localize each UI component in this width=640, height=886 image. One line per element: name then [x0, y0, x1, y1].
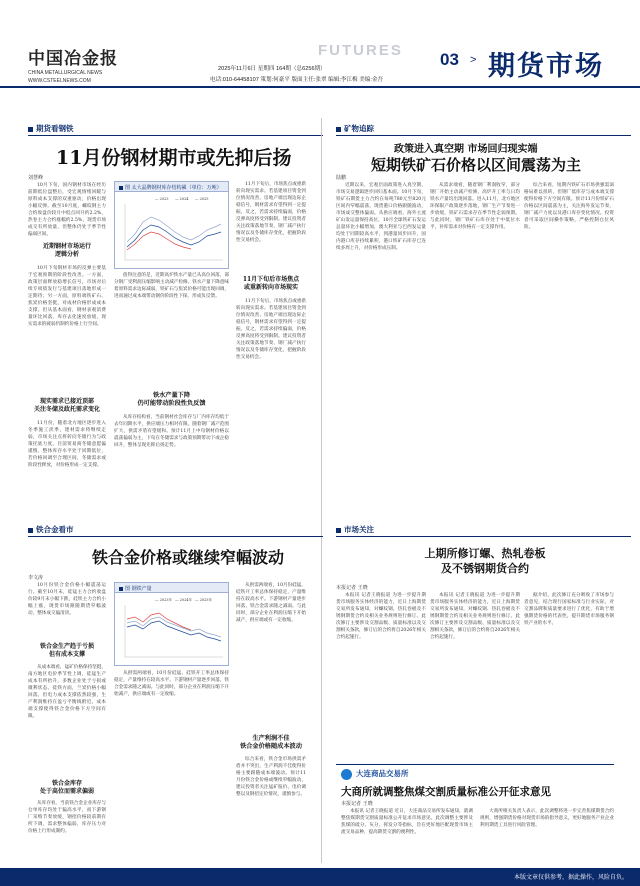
- article-text: [430, 592, 520, 762]
- column-tag-ore: [336, 123, 374, 134]
- square-bullet-icon: [336, 127, 341, 132]
- section-title: 期货市场: [488, 51, 604, 82]
- page-arrow: >: [470, 54, 477, 66]
- column-tag-alloy: [28, 524, 74, 535]
- byline-shfe: 本报记者 王晓: [336, 585, 368, 591]
- article-text: [236, 181, 306, 273]
- chart-title: [115, 583, 228, 593]
- paragraph: 从成本端看，锰矿价格保持坚挺，南方地区电价季节性上调，硅锰生产成本有所抬升，多数企业处于亏损或微利状态。硅铁方面，兰炭价格小幅回落，但电力成本支撑依然较强，生产利润维持在盈亏平衡线附近。成本端支撑使得铁合金价格下方空间有限。: [28, 665, 106, 719]
- headline-steel: 11月份钢材期市或先抑后扬: [56, 147, 292, 169]
- byline-dce: 本报记者 王晓: [341, 801, 373, 807]
- line-chart-graphic: [115, 192, 228, 268]
- issue-line: 2025年11月6日 星期四 164期（总6256期）: [218, 66, 326, 72]
- article-text: [28, 582, 106, 640]
- paragraph: 本报讯 记者王晓报道 为进一步提升期货市场服务实体经济的能力，近日上海期货交易所发布通知，对螺纹钢、热轧卷板及不锈钢期货合约及相关业务规则进行修订。此次修订主要涉及交割品级、质量标准以及交割相关条款，修订后的合约将自2026年相关合约起施行。: [430, 593, 520, 640]
- chart-title: [115, 182, 228, 192]
- byline-alloy: 李文涛: [28, 575, 44, 581]
- article-text: [114, 670, 229, 864]
- chart-steel-inventory: [114, 181, 229, 269]
- chart-title-text: 图 钢铁产量: [125, 586, 152, 592]
- dce-logo-icon: [341, 769, 352, 780]
- square-bullet-icon: [28, 127, 33, 132]
- paragraph: 从需求端看，随着钢厂利润收窄，部分钢厂开始主动减产检修，高炉开工率与日均铁水产量均出现回落。进入11月，北方地区环保限产政策逐步落地，钢厂生产节奏进一步放缓，铁矿石需求存在季节性走弱预期。与此同时，钢厂铁矿石库存处于中低位水平，补库需求对价格有一定支撑作用。: [430, 183, 520, 230]
- subhead: 近期钢材市场运行 逻辑分析: [42, 243, 91, 259]
- article-text: [480, 808, 614, 866]
- paragraph: 综合来看，铁合金市场供需矛盾并不突出，生产利润不佳使得价格主要跟随成本端波动。预计11月份铁合金价格或继续窄幅波动，建议投资者关注锰矿报价、电价调整以及钢招定价情况，谨慎参与。: [236, 757, 306, 797]
- logo-subtitle: CHINA METALLURGICAL NEWS: [28, 70, 103, 76]
- page-number: 03: [440, 50, 459, 69]
- series-line-2023: [127, 617, 221, 637]
- legend-item: — 2025年: [195, 598, 213, 602]
- logo-title: 中国冶金报: [28, 49, 118, 69]
- column-tag-label: 矿物追踪: [344, 124, 374, 133]
- square-bullet-icon: [28, 528, 33, 533]
- column-divider: [321, 118, 322, 863]
- headline-dce: 大商所就调整焦煤交割质量标准公开征求意见: [341, 786, 551, 798]
- article-text: [524, 182, 614, 512]
- legend-item: — 2024: [175, 197, 189, 201]
- article-text: [236, 582, 306, 732]
- paragraph: 11月下旬后，市场焦点或重新转向现实需求。若基建项目资金到位情况改善、房地产端出现边际企稳信号，钢材需求有望得到一定提振。反之，若需求持续偏弱，价格反弹高度将受到限制。建议投资者关注政策落地节奏、钢厂减产执行情况以及冬储库存变化，把握阶段性交易机会。: [236, 299, 306, 360]
- subhead: 现实需求已接近顶部 关注冬储及政托需求变化: [33, 398, 100, 414]
- paragraph: 值得注意的是，近期高炉铁水产量已从高位回落，部分钢厂受利润压缩影响主动减产检修。铁水产量下降意味着原料需求边际减弱，铁矿石与焦炭价格可能出现回调，进而通过成本端带动钢价阶段性下探，形成负反馈。: [114, 273, 229, 299]
- square-bullet-icon: [119, 587, 123, 591]
- series-line-2024: [127, 621, 221, 641]
- paragraph: 从供需两端看，10月份硅锰、硅铁开工率总体保持稳定，产量维持在较高水平。下游钢材产量逐步回落，铁合金需求随之减弱。与此同时，部分企业在利润压缩下开始减产，供应端或有一定收缩。: [114, 671, 229, 697]
- footer-bar: [0, 868, 640, 886]
- exchange-logo: [341, 768, 409, 780]
- paragraph: 11月下旬后，市场焦点或重新转向现实需求。若基建项目资金到位情况改善、房地产端出现边际企稳信号，钢材需求有望得到一定提振。反之，若需求持续偏弱，价格反弹高度将受到限制。建议投资者关注政策落地节奏、钢厂减产执行情况以及冬储库存变化，把握阶段性交易机会。: [236, 182, 306, 243]
- article-text: [430, 182, 520, 512]
- column-tag-steel: [28, 123, 74, 134]
- byline-ore: 陆鹏: [336, 175, 347, 181]
- logo-url: WWW.CSTEELNEWS.COM: [28, 78, 91, 84]
- chart-title-text: 图 太大晶牌钢材库存结构累（单位：万吨）: [125, 185, 222, 191]
- article-text: [236, 756, 306, 864]
- column-tag-label: 期货看钢铁: [36, 124, 74, 133]
- paragraph: 本报讯 记者王晓报道 为进一步提升期货市场服务实体经济的能力，近日上海期货交易所发布通知，对螺纹钢、热轧卷板及不锈钢期货合约及相关业务规则进行修订。此次修订主要涉及交割品级、质量标准以及交割相关条款，修订后的合约将自2026年相关合约起施行。: [336, 593, 426, 640]
- article-text: [28, 664, 106, 776]
- square-bullet-icon: [119, 186, 123, 190]
- line-chart-graphic: [115, 593, 228, 665]
- paragraph: 近期以来，宏观层面政策进入真空期，市场交易逻辑逐步回归基本面。10月下旬，铁矿石期货主力合约在每吨780元至820元区间内窄幅震荡，现货港口价格跟随波动，市场成交整体偏弱。从供应端看，海外主流矿山发运量保持高位，10月全球铁矿石发运总量环比小幅增加，澳大利亚与巴西发运量均处于同期较高水平，到港量同步回升，国内港口库存持续累积，港口铁矿石库存已连续多周上升，对价格形成压制。: [336, 183, 426, 251]
- paragraph: 综合来看，短期内铁矿石市场供强需弱格局难以扭转，但钢厂低库存与成本端支撑使得价格下方空间有限。预计11月份铁矿石价格以区间震荡为主，关注海外发运节奏、钢厂减产力度以及港口库存变化情况。投资者可采取区间操作策略，严格控制仓位风险。: [524, 183, 614, 230]
- byline-steel: 刘慧峰: [28, 175, 44, 181]
- paragraph: 据介绍，此次修订充分吸收了市场参与者意见，结合现行国家标准与行业实际，对交割品牌和质量要求进行了优化，有助于增强期货价格的代表性，提升期货市场服务钢铁产业的水平。: [524, 593, 614, 626]
- column-tag-label: 市场关注: [344, 525, 374, 534]
- exchange-logo-text: 大连商品交易所: [356, 769, 409, 778]
- article-text: [114, 272, 229, 390]
- subhead: 铁合金生产趋于亏损 但有成本支撑: [39, 643, 94, 659]
- contact-line: 电话:010-64458107 策划:何豪平 版面主任:张翠 编辑:李江梅 美编:金吾: [210, 77, 384, 83]
- subhead: 铁水产量下降 仍可能带动阶段性负反馈: [137, 392, 206, 408]
- legend-item: — 2024年: [175, 598, 193, 602]
- article-text: [28, 265, 106, 395]
- futures-word: FUTURES: [318, 42, 403, 59]
- square-bullet-icon: [336, 528, 341, 533]
- paragraph: 从库存看，当前铁合金企业库存与仓单库存均处于偏高水平，而下游钢厂采购节奏放缓，钢招价格较前期有所下调，需求整体偏弱，库存压力对价格上行形成制约。: [28, 801, 106, 834]
- pre-headline-ore: 政策进入真空期 市场回归现实端: [394, 144, 538, 155]
- chart-steel-output: [114, 582, 229, 666]
- section-divider: [336, 764, 614, 765]
- paragraph: 从供需两端看，10月份硅锰、硅铁开工率总体保持稳定，产量维持在较高水平。下游钢材产量逐步回落，铁合金需求随之减弱。与此同时，部分企业在利润压缩下开始减产，供应端或有一定收缩。: [236, 583, 306, 623]
- legend-item: — 2023: [155, 197, 169, 201]
- article-text: [28, 800, 106, 864]
- article-text: [336, 592, 426, 762]
- newspaper-logo: [28, 44, 148, 84]
- paragraph: 大商所相关负责人表示，此次调整将进一步完善焦煤期货合约规则，增强期货价格对现货市场的指导意义，更好地服务产业企业利用期货工具进行风险管理。: [480, 809, 614, 828]
- headline-ore: 短期铁矿石价格以区间震荡为主: [371, 156, 582, 174]
- legend-item: — 2025: [195, 197, 209, 201]
- article-text: [28, 182, 106, 240]
- legend-item: — 2023年: [155, 598, 173, 602]
- subhead: 11月下旬后市场焦点 或重新转向市场现实: [242, 276, 300, 292]
- headline-shfe: 上期所修订螺、热轧卷板 及不锈钢期货合约: [424, 547, 546, 575]
- subhead: 生产利润不佳 铁合金价格随成本波动: [240, 735, 302, 751]
- paragraph: 10月下旬钢材市场的反弹主要基于宏观预期的阶段性改善。一方面，政策层面释放稳增长信号，市场对后续专项债发行与基建项目落地形成一定期待；另一方面，原料端铁矿石、焦炭价格坚挺，对成材价格形成成本支撑。但从基本面看，钢材表观消费量环比回落，库存去化速度放缓，现实需求的疲弱仍制约价格上行空间。: [28, 266, 106, 327]
- article-text: [28, 420, 106, 512]
- footer-disclaimer: 本版文章仅供参考，据此操作，风险自负。: [513, 874, 628, 881]
- paragraph: 11月份，随着北方地区逐步进入冬季施工淡季，建材需求将继续走弱，市场关注点将转向冬储行为与政策托底力度。目前贸易商冬储意愿偏谨慎，整体库存水平处于同期低位，若价格回调至合理区间，冬储需求或阶段性释放，对价格形成一定支撑。: [28, 421, 106, 468]
- paragraph: 10月份铁合金价格小幅震荡运行。截至10月末，硅锰主力合约收盘价较9月末小幅下跌，硅铁主力合约小幅上涨，现货市场跟随期货窄幅波动，整体成交偏清淡。: [28, 583, 106, 616]
- paragraph: 10月下旬，国内钢材市场在经历前期低位盘整后，受宏观情绪回暖与原料成本支撑的双重驱动，价格出现小幅反弹。截至10月底，螺纹钢主力合约收盘价较月中低点回升约2.2%，热卷主力合约涨幅约2.5%，现货市场成交有所放量，但整体仍处于季节性偏弱区间。: [28, 183, 106, 237]
- subhead: 铁合金库存 处于高位而需求偏弱: [39, 780, 94, 796]
- paragraph: 本报讯 记者王晓报道 近日，大连商品交易所发布通知，就调整焦煤期货交割质量标准公开征求市场意见。此次调整主要涉及焦煤的硫分、灰分、挥发分等指标，旨在更好地匹配现货市场主流交易品种，提高期货交割的便利性。: [341, 809, 473, 835]
- column-tag-market: [336, 524, 374, 535]
- article-text: [524, 592, 614, 762]
- headline-alloy: 铁合金价格或继续窄幅波动: [92, 548, 285, 567]
- article-text: [336, 182, 426, 512]
- article-text: [236, 298, 306, 512]
- article-text: [341, 808, 473, 866]
- column-tag-label: 铁合金看市: [36, 525, 74, 534]
- masthead: [0, 0, 640, 88]
- article-text: [114, 414, 229, 512]
- paragraph: 从库存结构看，当前钢材社会库存与厂内库存均低于去年同期水平，供应端压力相对有限。随着钢厂减产范围扩大，供需矛盾有望缓和。预计11月上中旬钢材价格以震荡偏弱为主，下旬在冬储需求与政策预期带动下或企稳回升，整体呈现先抑后扬走势。: [114, 415, 229, 448]
